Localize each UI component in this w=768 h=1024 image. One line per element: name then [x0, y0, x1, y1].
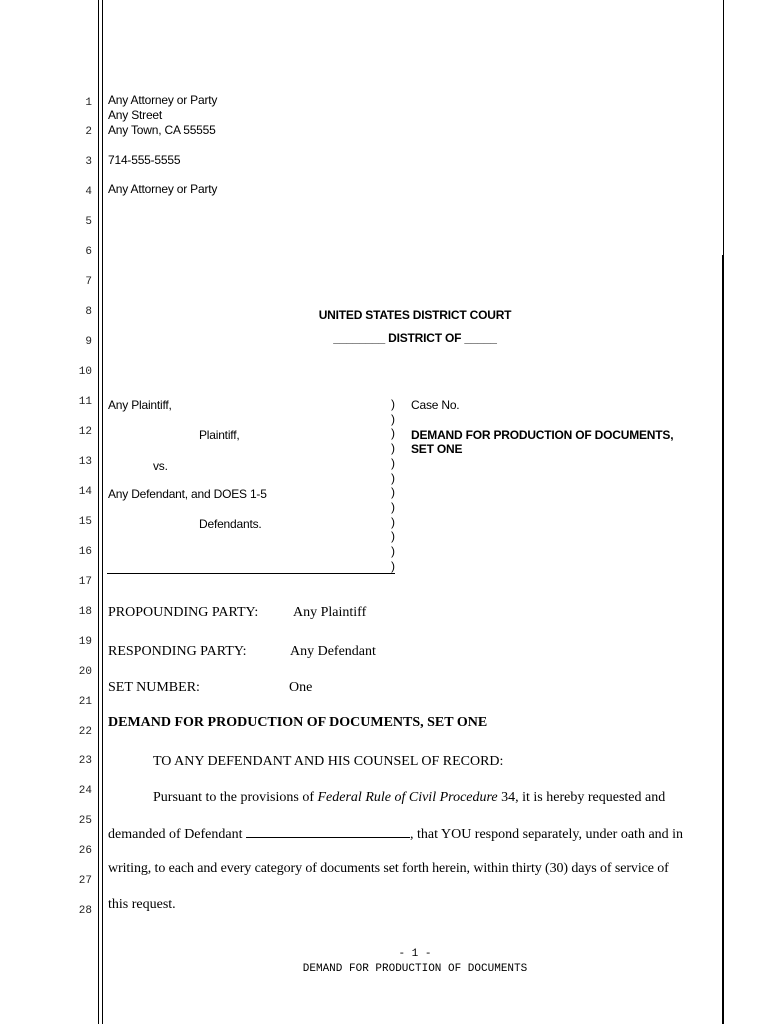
right-margin-rule-inner	[722, 255, 723, 1024]
paragraph-line-2	[108, 825, 683, 843]
page-number: - 1 -	[398, 948, 432, 960]
line-number: 27	[78, 875, 92, 887]
propounding-party-value: Any Plaintiff	[293, 605, 367, 620]
line-number: 16	[78, 546, 92, 558]
paragraph-line-3: writing, to each and every category of documents set forth herein, within thirty (30) days of service of	[108, 861, 669, 876]
line-number: 20	[78, 666, 92, 678]
rule-citation: Federal Rule of Civil Procedure	[317, 790, 498, 805]
line-number: 19	[78, 636, 92, 648]
line-number: 6	[85, 246, 92, 258]
paragraph-line-4: this request.	[108, 897, 176, 912]
line-number: 14	[78, 486, 92, 498]
line-number: 5	[85, 216, 92, 228]
line-number: 25	[78, 815, 92, 827]
salutation: TO ANY DEFENDANT AND HIS COUNSEL OF RECORD:	[153, 754, 504, 769]
attorney-name: Any Attorney or Party	[108, 93, 218, 107]
set-number-label: SET NUMBER:	[108, 680, 200, 695]
attorney-phone: 714-555-5555	[108, 153, 181, 167]
line-number: 10	[78, 366, 92, 378]
propounding-party-label: PROPOUNDING PARTY:	[108, 605, 259, 620]
defendant-name: Any Defendant, and DOES 1-5	[108, 487, 267, 501]
paragraph-line-1	[153, 790, 665, 806]
paragraph-text: , that YOU respond separately, under oath and in	[410, 827, 684, 842]
attorney-street: Any Street	[108, 108, 163, 122]
set-number-value: One	[289, 680, 313, 695]
paragraph-text: 34, it is hereby requested and	[497, 790, 666, 805]
document-title-line-1: DEMAND FOR PRODUCTION OF DOCUMENTS,	[411, 428, 674, 442]
attorney-city: Any Town, CA 55555	[108, 123, 216, 137]
plaintiff-role: Plaintiff,	[199, 428, 240, 442]
paragraph-text: Pursuant to the provisions of	[153, 790, 318, 805]
line-number: 23	[78, 755, 92, 767]
paragraph-text: demanded of Defendant	[108, 827, 246, 842]
line-number: 26	[78, 845, 92, 857]
line-number: 17	[78, 576, 92, 588]
defendant-role: Defendants.	[199, 517, 262, 531]
line-number: 21	[78, 696, 92, 708]
right-margin-rule	[723, 0, 724, 1024]
line-number: 1	[85, 97, 92, 109]
court-name: UNITED STATES DISTRICT COURT	[318, 308, 512, 322]
line-number: 15	[78, 516, 92, 528]
line-number: 2	[85, 126, 92, 138]
defendant-blank-line	[246, 825, 410, 838]
plaintiff-name: Any Plaintiff,	[108, 398, 172, 412]
line-number: 12	[78, 426, 92, 438]
line-number: 18	[78, 606, 92, 618]
caption-parentheses: ) ) ) ) ) ) ) ) ) ) ) )	[391, 397, 395, 573]
court-district: ________ DISTRICT OF _____	[333, 331, 497, 345]
line-number: 4	[85, 186, 92, 198]
caption-underline	[107, 573, 395, 574]
left-margin-rule-outer	[98, 0, 99, 1024]
line-number: 8	[85, 306, 92, 318]
line-number: 3	[85, 156, 92, 168]
responding-party-value: Any Defendant	[290, 644, 376, 659]
line-number: 22	[78, 726, 92, 738]
case-number-label: Case No.	[411, 398, 460, 412]
line-number: 24	[78, 785, 92, 797]
versus: vs.	[153, 459, 168, 473]
attorney-for: Any Attorney or Party	[108, 182, 218, 196]
line-number: 7	[85, 276, 92, 288]
document-title-line-2: SET ONE	[411, 442, 463, 456]
left-margin-rule-inner	[102, 0, 103, 1024]
line-number: 28	[78, 905, 92, 917]
line-number: 13	[78, 456, 92, 468]
body-heading: DEMAND FOR PRODUCTION OF DOCUMENTS, SET ONE	[108, 715, 488, 730]
footer-title: DEMAND FOR PRODUCTION OF DOCUMENTS	[302, 963, 528, 975]
responding-party-label: RESPONDING PARTY:	[108, 644, 247, 659]
line-number: 9	[85, 336, 92, 348]
line-number: 11	[78, 396, 92, 408]
